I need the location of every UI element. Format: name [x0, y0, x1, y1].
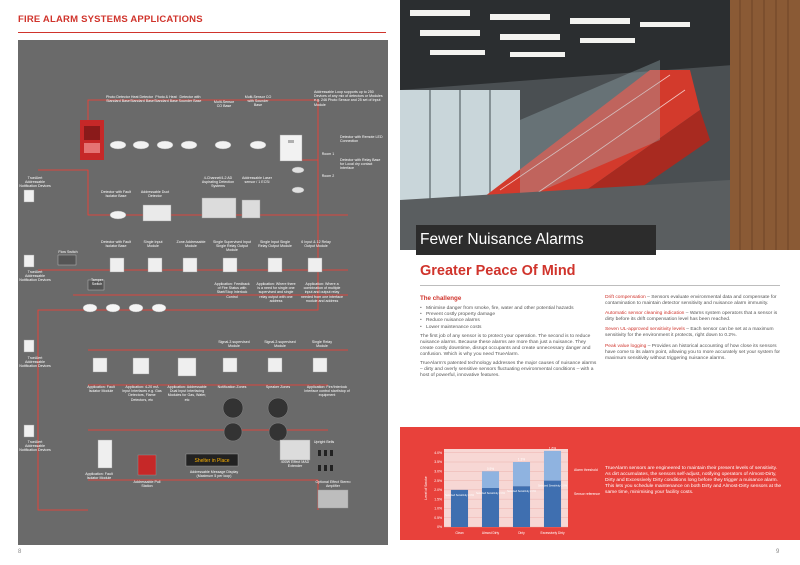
- label-fault-base-2: Detector with Fault Isolator Base: [101, 240, 131, 249]
- fire-alarm-diagram: [18, 40, 388, 545]
- chart-comp-label: 1.3%: [517, 457, 526, 462]
- label-fault-base: Detector with Fault Isolator Base: [101, 190, 131, 199]
- label-aspirating: 4-Channel/4-2 AD Aspirating Detection Systems: [201, 176, 235, 189]
- feature-text: – Sensors evaluate environmental data and compensate for contamination to maintain detector sensitivity and nuisance alarm immunity.: [605, 295, 777, 307]
- label-app-fault: Application: Fault Isolator Module: [87, 385, 115, 394]
- label-app-where: Application: Where there is a need for single one supervised and single relay output with one address: [256, 282, 296, 303]
- chart-ytick-label: 4.0%: [434, 450, 442, 455]
- label-app-fire-int: Application: Fire/Interlock Interface control start/stop of equipment: [304, 385, 350, 398]
- features-column: [605, 295, 783, 366]
- feature-heading: Seven UL-approved sensitivity levels: [605, 327, 685, 333]
- chart-ytick-label: 3.5%: [434, 460, 442, 465]
- page-number-right: 9: [776, 549, 780, 555]
- label-app-fault-2: Application: Fault Isolator Module: [85, 472, 113, 481]
- label-app-420: Application: 4-20 mA Input Interfaces e.g. Gas Detectors, Flame Detectors, etc: [122, 385, 162, 402]
- challenge-column: [420, 295, 598, 379]
- label-tamper-switch: Tamper Switch: [91, 278, 103, 287]
- challenge-item: • Minimise danger from smoke, fire, water and other potential hazards: [420, 306, 598, 312]
- chart-comp-label: 1.6%: [548, 446, 557, 451]
- office-photo-illustration: [400, 0, 800, 250]
- label-room1: Room 1: [321, 152, 335, 156]
- label-zone-module: Zone Addressable Module: [176, 240, 206, 249]
- label-co-sounder: Multi-Sensor CO with Sounder Base: [244, 95, 272, 108]
- label-duct: Addressable Duct Detector: [140, 190, 170, 199]
- office-photo: [400, 0, 800, 250]
- label-notification-zones: Notification Zones: [217, 385, 247, 389]
- label-laser: Addressable Laser sensor / 1 ECSi: [242, 176, 272, 185]
- sub-title: Greater Peace Of Mind: [420, 263, 576, 279]
- body-paragraph-1: The first job of any sensor is to protect your operation. The second is to reduce nuisance alarms. Because these alarms are more than just a nuisance. They create costly downtime, disrupt occupants and create unnecessary danger and confusion. Which is why you need TrueAlarm.: [420, 333, 591, 358]
- chart-category-label: Dirty: [518, 531, 525, 535]
- sensor-info-text: TrueAlarm sensors are engineered to maintain their present levels of sensitivity. As dirt accumulates, the sensors self-adjust, notifying operators of Almost-Dirty, Dirty and Excessively Dirty conditions long before they trigger a nuisance alarm. This lets you schedule maintenance on both Dirty and Almost-Dirty sensors at the same time, minimising your facility costs.: [605, 466, 782, 496]
- shelter-display-text: Shelter in Place: [194, 458, 230, 464]
- label-signal-1: Signal-3 supervised Module: [218, 340, 250, 349]
- label-speaker-zones: Speaker Zones: [265, 385, 291, 389]
- feature-text: – Warns system operators that a sensor is dirty before its drift compensation level has been reached.: [605, 311, 778, 323]
- hero-title: Fewer Nuisance Alarms: [420, 231, 584, 248]
- label-signal-2: Signal-3 supervised Module: [264, 340, 296, 349]
- right-page: [400, 0, 800, 565]
- chart-category-label: Almost Dirty: [481, 531, 500, 535]
- title-rule: [18, 32, 386, 33]
- label-sounder-base: Detector with Sounder Base: [178, 95, 202, 104]
- chart-bar-compensation: [513, 462, 530, 486]
- label-photo-detector: Photo Detector Standard Base: [106, 95, 130, 104]
- label-truealert-2: TrueAlert Addressable Notification Devices: [19, 270, 51, 283]
- label-app-dual: Application: Addressable Dual Input Interfacing Modules for Gas, Water, etc: [167, 385, 207, 402]
- label-truealert-1: TrueAlert Addressable Notification Devices: [19, 176, 51, 189]
- label-single-relay-module: Single Relay Module: [311, 340, 333, 349]
- label-six-input: 6 Input & 12 Relay Output Module: [301, 240, 331, 249]
- label-app-where2: Application: Where a combination of multiple input and output relay needed from one interface module and address: [301, 282, 343, 303]
- challenge-item: • Lower maintenance costs: [420, 325, 598, 331]
- label-single-supervised: Single Supervised Input Single Relay Output Module: [213, 240, 251, 253]
- challenge-item: • Reduce nuisance alarms: [420, 318, 598, 324]
- label-truealert-3: TrueAlert Addressable Notification Devices: [19, 356, 51, 369]
- challenge-list: [420, 306, 598, 331]
- label-room2: Room 2: [321, 174, 335, 178]
- chart-ytick-label: 2.5%: [434, 478, 442, 483]
- feature-cleaning: [605, 311, 783, 323]
- challenge-heading: The challenge: [420, 295, 462, 302]
- feature-heading: Automatic sensor cleaning indication: [605, 311, 685, 317]
- control-panel: [80, 120, 104, 160]
- label-message-display: Addressable Message Display (Maximum 5 per loop): [189, 470, 239, 479]
- feature-heading: Peak value logging: [605, 343, 647, 349]
- chart-bar-label: Selected Sensitivity 2.0%: [475, 492, 506, 495]
- chart-bar-label: Selected Sensitivity 2.0%: [537, 484, 568, 488]
- label-amplifier: 400W Effect MAD Extender: [280, 460, 310, 469]
- label-truealert-4: TrueAlert Addressable Notification Devices: [19, 440, 51, 453]
- chart-bar-label: Selected Sensitivity 2.0%: [506, 490, 537, 494]
- chart-ytick-label: 0%: [437, 525, 442, 530]
- label-loop-note: Addressable Loop supports up to 250 Devices of any mix of detectors or Modules e.g. 246 Photo Sensor and 25 set of Input Module: [314, 90, 383, 107]
- chart-ytick-label: 1.0%: [434, 506, 442, 511]
- chart-bar-compensation: [482, 471, 499, 488]
- label-single-input: Single Input Module: [143, 240, 163, 249]
- chart-ytick-label: 0.5%: [434, 515, 442, 520]
- chart-ytick-label: 3.0%: [434, 469, 442, 474]
- sensitivity-chart: [422, 441, 612, 537]
- label-remote-led: Detector with Remote LED Connection: [340, 135, 383, 144]
- label-upright-bells: Upright Bells: [313, 440, 335, 444]
- feature-drift: [605, 295, 783, 307]
- challenge-item: • Prevent costly property damage: [420, 312, 598, 318]
- feature-text: – Each sensor can be set at a maximum sensitivity for the environment it protects, right down to 0.2%.: [605, 327, 774, 339]
- feature-sensitivity: [605, 327, 783, 339]
- chart-category-label: Excessively Dirty: [540, 531, 565, 535]
- feature-text: – Provides an historical accounting of how close its sensors have come to its alarm point, allowing you to more accurately set your system for maximum sensitivity without triggering nuisance alarms.: [605, 343, 781, 361]
- label-app-feedback: Application: Feedback of Fire Status with Start/Stop Interlock Control: [214, 282, 250, 299]
- chart-bar-label: Selected Sensitivity 2.0%: [444, 493, 475, 497]
- label-pull-station: Addressable Pull Station: [133, 480, 161, 489]
- feature-peak: [605, 344, 783, 362]
- section-divider: [420, 285, 780, 286]
- feature-heading: Drift compensation: [605, 295, 646, 300]
- chart-ytick-label: 2.0%: [434, 488, 442, 493]
- chart-legend-entry: Sensor reference: [574, 492, 601, 496]
- body-paragraph-2: TrueAlarm's patented technology addresses the major causes of nuisance alarms – dirty and overly sensitive sensors fluctuating environmental conditions – with a host of powerful, innovative features.: [420, 361, 597, 379]
- chart-comp-label: 0.9%: [486, 466, 495, 471]
- page-number-left: 8: [18, 549, 22, 555]
- label-flow-switch: Flow Switch: [58, 250, 78, 254]
- label-heat-detector: Heat Detector Standard Base: [130, 95, 154, 104]
- page-title: FIRE ALARM SYSTEMS APPLICATIONS: [18, 14, 203, 25]
- label-optional-amp: Optional Effect Stereo Amplifier: [315, 480, 351, 489]
- label-relay-base: Detector with Relay Base for Local dry contact Interface: [340, 158, 381, 171]
- label-single-relay: Single Input Single Relay Output Module: [258, 240, 292, 249]
- label-photo-heat: Photo & Heat Standard Base: [154, 95, 178, 104]
- label-co-base: Multi-Sensor CO Base: [213, 100, 235, 109]
- chart-ytick-label: 1.5%: [434, 497, 442, 502]
- chart-bar-compensation: [544, 451, 561, 481]
- chart-ylabel: Level of Smoke: [424, 476, 428, 500]
- chart-category-label: Clean: [455, 531, 464, 535]
- chart-legend-entry: Alarm threshold: [574, 468, 598, 472]
- sensitivity-chart-svg: [422, 441, 612, 537]
